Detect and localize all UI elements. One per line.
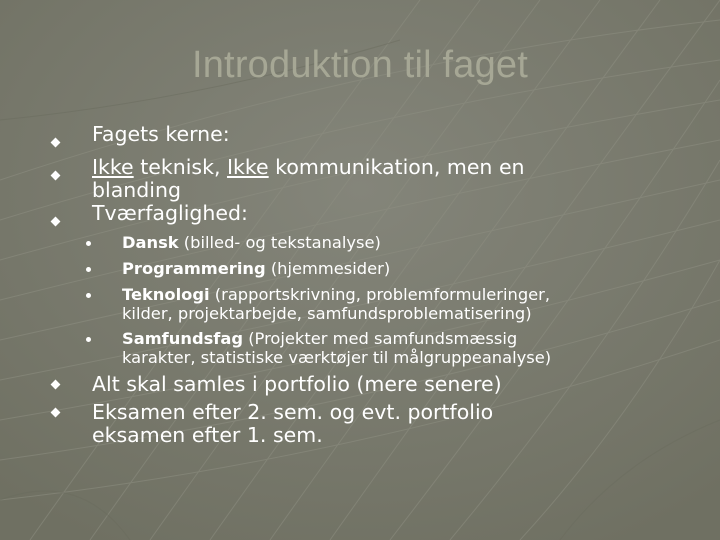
subject-name: Teknologi [122,285,210,304]
diamond-bullet-icon [51,138,61,148]
round-bullet-icon [86,293,91,298]
text-fragment: eksamen efter 1. sem. [92,423,323,447]
subject-desc-cont: kilder, projektarbejde, samfundsproblematisering) [122,303,532,323]
bullet-kerne: Fagets kerne: [92,122,230,146]
diamond-bullet-icon [51,171,61,181]
bullet-ikke-teknisk [92,156,692,202]
subject-desc: (billed- og tekstanalyse) [178,233,381,252]
text-fragment: blanding [92,178,181,202]
bullet-eksamen [92,401,692,447]
sub-bullet-samfundsfag [122,330,702,367]
round-bullet-icon [86,267,91,272]
subject-desc-cont: karakter, statistiske værktøjer til målgruppeanalyse) [122,347,552,367]
subject-name: Programmering [122,259,266,278]
diamond-bullet-icon [51,408,61,418]
round-bullet-icon [86,241,91,246]
ikke-underlined: Ikke [226,155,269,179]
slide-title: Introduktion til faget [191,44,529,86]
bullet-tvaerfaglighed: Tværfaglighed: [92,201,248,225]
subject-desc: (Projekter med samfundsmæssig [243,329,518,348]
text-fragment: kommunikation, men en [268,155,525,179]
text-fragment: teknisk, [133,155,227,179]
subject-desc: (hjemmesider) [265,259,391,278]
subject-name: Samfundsfag [122,329,244,348]
diamond-bullet-icon [51,380,61,390]
diamond-bullet-icon [51,217,61,227]
subject-desc: (rapportskrivning, problemformuleringer, [209,285,551,304]
bullet-portfolio: Alt skal samles i portfolio (mere senere) [92,372,502,396]
subject-name: Dansk [122,233,179,252]
round-bullet-icon [86,337,91,342]
sub-bullet-dansk [122,234,702,253]
sub-bullet-teknologi [122,286,702,323]
sub-bullet-programmering [122,260,702,279]
text-fragment: Eksamen efter 2. sem. og evt. portfolio [92,400,494,424]
ikke-underlined: Ikke [92,155,134,179]
